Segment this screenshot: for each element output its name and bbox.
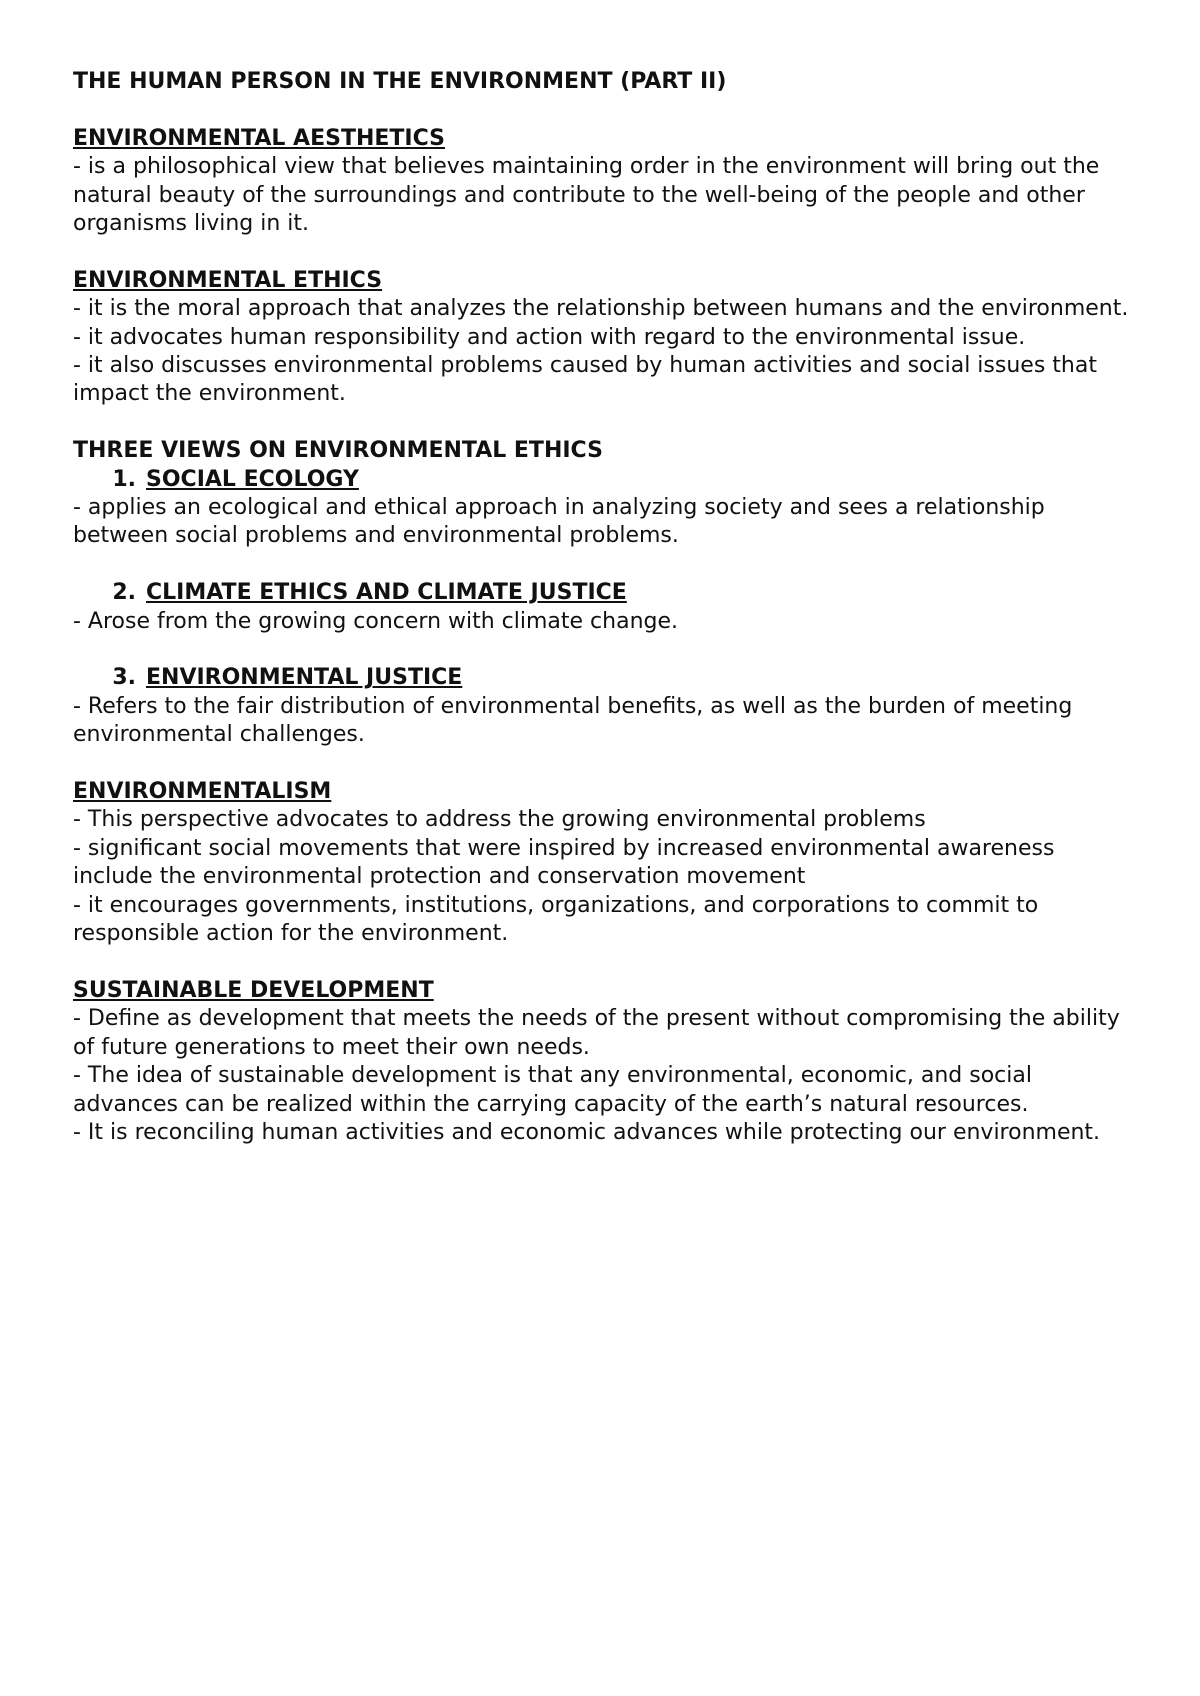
section-heading: ENVIRONMENTAL AESTHETICS bbox=[73, 125, 445, 151]
section-paragraph: - This perspective advocates to address the growing environmental problems bbox=[73, 807, 926, 833]
section-paragraph: - it is the moral approach that analyzes the relationship between humans and the environment. bbox=[73, 296, 1129, 322]
view-description: - Refers to the fair distribution of environmental benefits, as well as the burden of meeting environmental challenges. bbox=[73, 693, 1073, 748]
section-paragraph: - It is reconciling human activities and economic advances while protecting our environment. bbox=[73, 1119, 1101, 1145]
section-paragraph: - Define as development that meets the needs of the present without compromising the ability of future generations to meet their own needs. bbox=[73, 1006, 1120, 1060]
view-title: CLIMATE ETHICS AND CLIMATE JUSTICE bbox=[146, 580, 627, 606]
view-item-climate-ethics bbox=[73, 579, 1133, 607]
section-environmental-aesthetics bbox=[73, 125, 1133, 239]
section-paragraph: - it also discusses environmental problems caused by human activities and social issues that impact the environment. bbox=[73, 353, 1097, 407]
view-number: 1. bbox=[112, 466, 136, 492]
section-paragraph: - is a philosophical view that believes maintaining order in the environment will bring out the natural beauty of the surroundings and contribute to the well-being of the people and other organisms living in it. bbox=[73, 154, 1100, 237]
section-heading: THREE VIEWS ON ENVIRONMENTAL ETHICS bbox=[73, 438, 603, 464]
section-paragraph: - it advocates human responsibility and action with regard to the environmental issue. bbox=[73, 324, 1026, 350]
spacer bbox=[73, 409, 1133, 437]
spacer bbox=[73, 949, 1133, 977]
view-number: 2. bbox=[112, 580, 136, 606]
spacer bbox=[73, 238, 1133, 266]
view-item-social-ecology bbox=[73, 466, 1133, 494]
section-environmental-ethics bbox=[73, 267, 1133, 409]
view-title: SOCIAL ECOLOGY bbox=[146, 466, 359, 492]
spacer bbox=[73, 636, 1133, 664]
view-number: 3. bbox=[112, 665, 136, 691]
section-paragraph: - it encourages governments, institutions, organizations, and corporations to commit to responsible action for the environment. bbox=[73, 892, 1039, 947]
section-sustainable-development bbox=[73, 977, 1133, 1147]
view-item-environmental-justice bbox=[73, 664, 1133, 692]
view-title: ENVIRONMENTAL JUSTICE bbox=[146, 665, 463, 691]
section-heading: ENVIRONMENTALISM bbox=[73, 779, 332, 805]
document-title: THE HUMAN PERSON IN THE ENVIRONMENT (PART II) bbox=[73, 69, 727, 94]
section-heading: ENVIRONMENTAL ETHICS bbox=[73, 267, 383, 293]
section-three-views bbox=[73, 437, 1133, 749]
view-description: - applies an ecological and ethical approach in analyzing society and sees a relationship between social problems and environmental problems. bbox=[73, 495, 1045, 549]
spacer bbox=[73, 551, 1133, 579]
document-page bbox=[73, 68, 1133, 1147]
section-paragraph: - The idea of sustainable development is that any environmental, economic, and social advances can be realized within the carrying capacity of the earth’s natural resources. bbox=[73, 1063, 1032, 1117]
section-paragraph: - significant social movements that were inspired by increased environmental awareness include the environmental protection and conservation movement bbox=[73, 835, 1055, 890]
section-environmentalism bbox=[73, 778, 1133, 948]
section-heading: SUSTAINABLE DEVELOPMENT bbox=[73, 977, 434, 1003]
view-description: - Arose from the growing concern with climate change. bbox=[73, 608, 679, 634]
spacer bbox=[73, 750, 1133, 778]
